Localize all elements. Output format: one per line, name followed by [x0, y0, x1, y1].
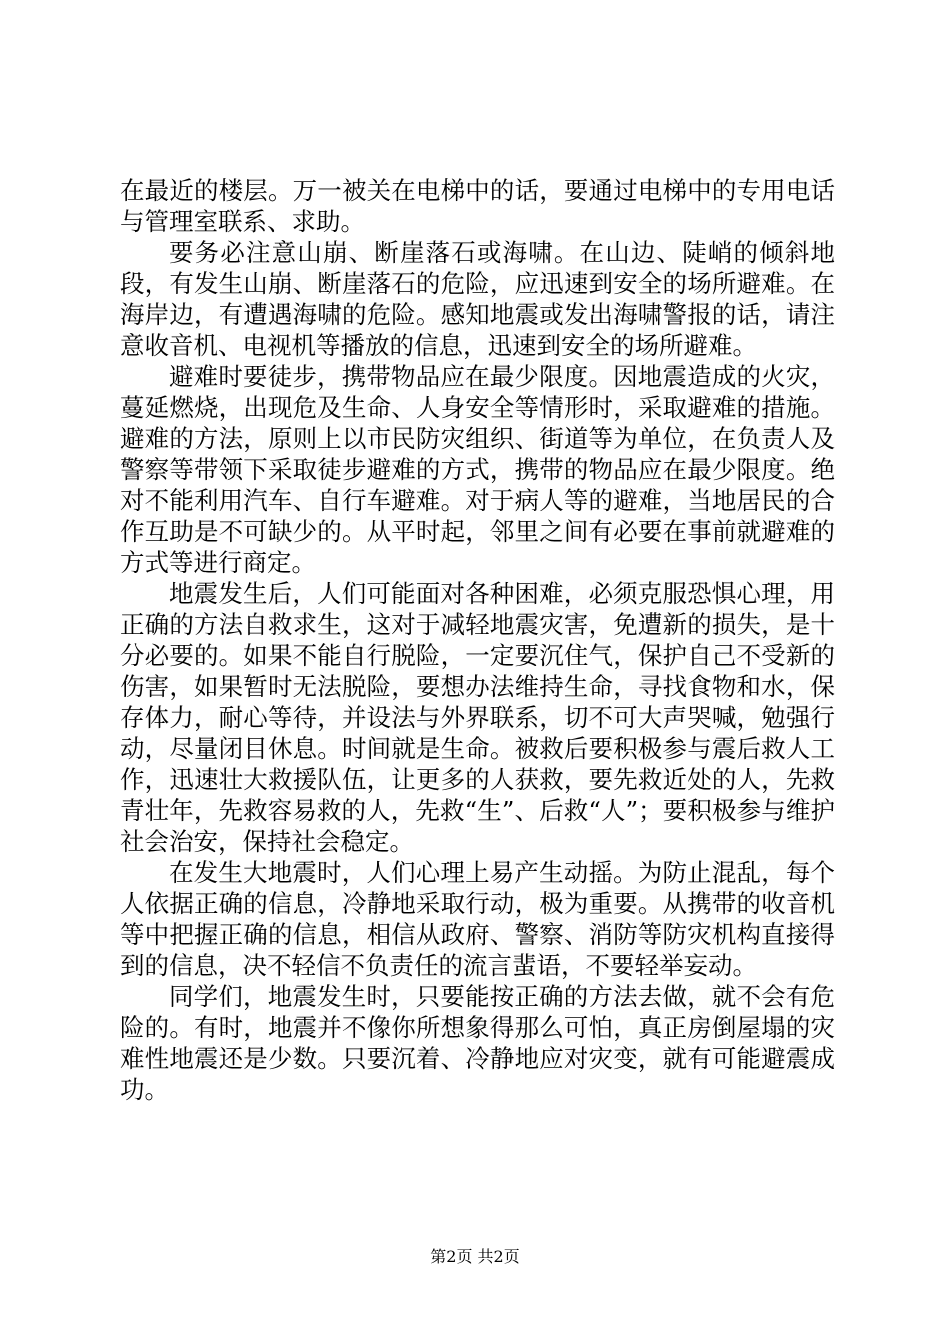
paragraph-6: 同学们，地震发生时，只要能按正确的方法去做，就不会有危险的。有时，地震并不像你所想象得那么可怕，真正房倒屋塌的灾难性地震还是少数。只要沉着、冷静地应对灾变，就有可能避震成功。 — [120, 982, 835, 1104]
paragraph-2: 要务必注意山崩、断崖落石或海啸。在山边、陡峭的倾斜地段，有发生山崩、断崖落石的危险，应迅速到安全的场所避难。在海岸边，有遭遇海啸的危险。感知地震或发出海啸警报的话，请注意收音机、电视机等播放的信息，迅速到安全的场所避难。 — [120, 238, 835, 360]
paragraph-3: 避难时要徒步，携带物品应在最少限度。因地震造成的火灾，蔓延燃烧，出现危及生命、人身安全等情形时，采取避难的措施。避难的方法，原则上以市民防灾组织、街道等为单位，在负责人及警察等带领下采取徒步避难的方式，携带的物品应在最少限度。绝对不能利用汽车、自行车避难。对于病人等的避难，当地居民的合作互助是不可缺少的。从平时起，邻里之间有必要在事前就避难的方式等进行商定。 — [120, 362, 835, 577]
paragraph-4: 地震发生后，人们可能面对各种困难，必须克服恐惧心理，用正确的方法自救求生，这对于减轻地震灾害，免遭新的损失，是十分必要的。如果不能自行脱险，一定要沉住气，保护自己不受新的伤害，如果暂时无法脱险，要想办法维持生命，寻找食物和水，保存体力，耐心等待，并设法与外界联系，切不可大声哭喊，勉强行动，尽量闭目休息。时间就是生命。被救后要积极参与震后救人工作，迅速壮大救援队伍，让更多的人获救，要先救近处的人，先救青壮年，先救容易救的人，先救“生”、后救“人”；要积极参与维护社会治安，保持社会稳定。 — [120, 579, 835, 856]
paragraph-5: 在发生大地震时，人们心理上易产生动摇。为防止混乱，每个人依据正确的信息，冷静地采取行动，极为重要。从携带的收音机等中把握正确的信息，相信从政府、警察、消防等防灾机构直接得到的信息，决不轻信不负责任的流言蜚语，不要轻举妄动。 — [120, 858, 835, 980]
document-body — [120, 175, 835, 1105]
page-footer: 第2页 共2页 — [430, 1247, 520, 1266]
paragraph-1: 在最近的楼层。万一被关在电梯中的话，要通过电梯中的专用电话与管理室联系、求助。 — [120, 176, 835, 236]
